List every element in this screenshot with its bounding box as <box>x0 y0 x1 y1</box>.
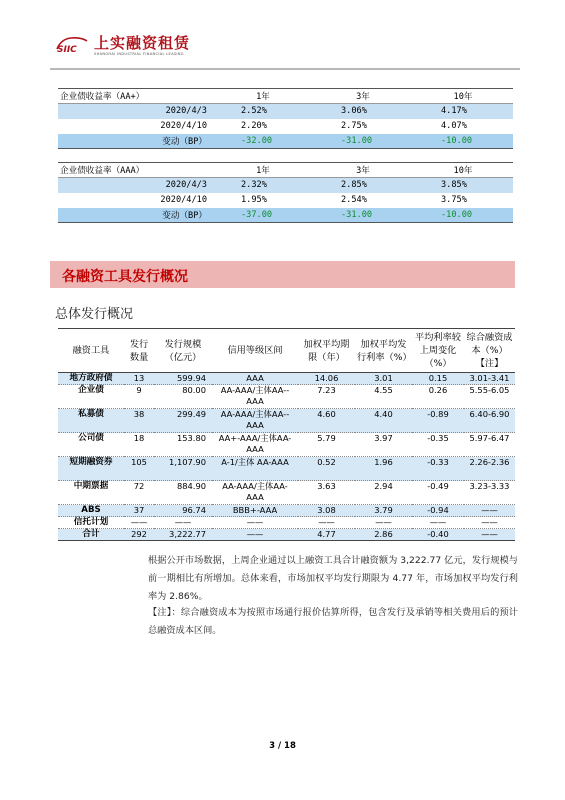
cell: -31.00 <box>313 134 413 149</box>
cell: —— <box>464 505 515 517</box>
cell-name: 短期融资券 <box>58 457 124 481</box>
table-row-change <box>58 208 513 223</box>
cell: 3.23-3.33 <box>464 481 515 505</box>
cell: —— <box>355 517 412 529</box>
section-title: 各融资工具发行概况 <box>62 269 188 285</box>
cell-name: 企业债 <box>58 385 124 409</box>
cell: -0.35 <box>412 433 464 457</box>
table-row <box>58 104 513 119</box>
cell: -37.00 <box>213 208 313 223</box>
cell: 2.75% <box>341 121 367 131</box>
table-row <box>58 385 515 409</box>
cell: 4.07% <box>441 121 467 131</box>
cell: AA-AAA/主体AA-AAA <box>212 481 298 505</box>
cell: 37 <box>124 505 154 517</box>
cell: 0.52 <box>298 457 355 481</box>
cell: 3,222.77 <box>154 529 212 541</box>
cell: 105 <box>124 457 154 481</box>
cell: AAA <box>212 373 298 385</box>
cell: -32.00 <box>213 134 313 149</box>
cell-name: 合计 <box>58 529 124 541</box>
cell: 7.23 <box>298 385 355 409</box>
cell: —— <box>298 517 355 529</box>
cell: —— <box>464 517 515 529</box>
cell: 14.06 <box>298 373 355 385</box>
table-row-change <box>58 134 513 149</box>
row-label: 2020/4/10 <box>160 195 207 205</box>
cell-name: 信托计划 <box>58 517 124 529</box>
page-header <box>0 0 565 75</box>
cell: —— <box>464 529 515 541</box>
cell: 2.20% <box>241 121 267 131</box>
col-header: 10年 <box>413 89 513 104</box>
cell: BBB+-AAA <box>212 505 298 517</box>
col-header: 加权平均期限（年） <box>298 329 355 373</box>
cell: 2.52% <box>213 104 313 119</box>
cell: 884.90 <box>154 481 212 505</box>
cell: A-1/主体 AA-AAA <box>212 457 298 481</box>
row-label: 变动（BP） <box>58 208 213 223</box>
cell-name: ABS <box>58 505 124 517</box>
cell: 4.55 <box>355 385 412 409</box>
cell: AA+-AAA/主体AA-AAA <box>212 433 298 457</box>
col-header: 1年 <box>213 89 313 104</box>
col-header: 融资工具 <box>58 329 124 373</box>
issuance-table <box>58 328 515 541</box>
cell: 4.17% <box>413 104 513 119</box>
cell: 5.97-6.47 <box>464 433 515 457</box>
cell: 72 <box>124 481 154 505</box>
cell: 4.77 <box>298 529 355 541</box>
cell: 3.97 <box>355 433 412 457</box>
cell: 96.74 <box>154 505 212 517</box>
table-row <box>58 505 515 517</box>
cell: -0.49 <box>412 481 464 505</box>
row-label: 2020/4/3 <box>58 104 213 119</box>
table-header-row <box>58 329 515 373</box>
col-header: 发行规模（亿元） <box>154 329 212 373</box>
row-label: 2020/4/3 <box>58 178 213 193</box>
company-logo <box>55 35 190 57</box>
cell-name: 中期票据 <box>58 481 124 505</box>
table-row <box>58 409 515 433</box>
table-row <box>58 193 513 208</box>
cell: -0.94 <box>412 505 464 517</box>
table-row-total <box>58 529 515 541</box>
svg-text:SIIC: SIIC <box>57 45 77 55</box>
summary-paragraph: 根据公开市场数据，上周企业通过以上融资工具合计融资额为 3,222.77 亿元，发行规模与前一期相比有所增加。总体来看，市场加权平均发行期限为 4.77 年，市场加权平均发行利率为 2.86%。 <box>148 555 518 602</box>
cell: 2.32% <box>213 178 313 193</box>
cell: 2.85% <box>313 178 413 193</box>
col-header: 平均利率较上周变化（%） <box>412 329 464 373</box>
cell: 1.95% <box>241 195 267 205</box>
cell-name: 私募债 <box>58 409 124 433</box>
cell: 80.00 <box>154 385 212 409</box>
col-header: 综合融资成本（%）【注】 <box>464 329 515 373</box>
cell: 2.54% <box>341 195 367 205</box>
cell: 5.79 <box>298 433 355 457</box>
cell: 3.06% <box>313 104 413 119</box>
col-header: 信用等级区间 <box>212 329 298 373</box>
cell: -10.00 <box>413 134 513 149</box>
cell: 3.79 <box>355 505 412 517</box>
cell: —— <box>124 517 154 529</box>
cell: 6.40-6.90 <box>464 409 515 433</box>
table-row <box>58 119 513 134</box>
cell: -0.33 <box>412 457 464 481</box>
table-row <box>58 481 515 505</box>
cell: 2.26-2.36 <box>464 457 515 481</box>
cell: 2.94 <box>355 481 412 505</box>
yield-table-aaa <box>58 162 513 223</box>
table-row <box>58 373 515 385</box>
col-header: 发行数量 <box>124 329 154 373</box>
cell: -0.89 <box>412 409 464 433</box>
cell-name: 公司债 <box>58 433 124 457</box>
cell: 3.75% <box>441 195 467 205</box>
cell: 292 <box>124 529 154 541</box>
cell: 1,107.90 <box>154 457 212 481</box>
cell: -10.00 <box>413 208 513 223</box>
cell: 1.96 <box>355 457 412 481</box>
company-name-cn: 上实融资租赁 <box>94 34 191 52</box>
cell: 38 <box>124 409 154 433</box>
row-label: 变动（BP） <box>58 134 213 149</box>
cell: 0.15 <box>412 373 464 385</box>
table-title: 企业债收益率（AA+） <box>58 89 213 104</box>
cell: 3.85% <box>413 178 513 193</box>
row-label: 2020/4/10 <box>160 121 207 131</box>
cell: 153.80 <box>154 433 212 457</box>
table-header-row <box>58 89 513 104</box>
cell: 4.40 <box>355 409 412 433</box>
col-header: 3年 <box>313 163 413 178</box>
table-row <box>58 433 515 457</box>
cell: 5.55-6.05 <box>464 385 515 409</box>
cell: —— <box>212 529 298 541</box>
cell: 299.49 <box>154 409 212 433</box>
col-header: 10年 <box>413 163 513 178</box>
cell: —— <box>212 517 298 529</box>
page-number: 3 / 18 <box>269 741 296 751</box>
cell: 0.26 <box>412 385 464 409</box>
cell: 2.86 <box>355 529 412 541</box>
cell: 13 <box>124 373 154 385</box>
cell: 599.94 <box>154 373 212 385</box>
subsection-title: 总体发行概况 <box>55 307 134 322</box>
siic-logo-mark <box>55 35 89 55</box>
cell: 3.01-3.41 <box>464 373 515 385</box>
col-header: 加权平均发行利率（%） <box>355 329 412 373</box>
cell: 4.60 <box>298 409 355 433</box>
cell: -0.40 <box>412 529 464 541</box>
cell: -31.00 <box>313 208 413 223</box>
cell: 9 <box>124 385 154 409</box>
yield-table-aa-plus <box>58 88 513 149</box>
cell: —— <box>154 517 212 529</box>
cell: AA-AAA/主体AA--AAA <box>212 409 298 433</box>
table-title: 企业债收益率（AAA） <box>58 163 213 178</box>
col-header: 3年 <box>313 89 413 104</box>
note-paragraph: 【注】：综合融资成本为按照市场通行报价估算所得，包含发行及承销等相关费用后的预计总融资成本区间。 <box>148 607 518 636</box>
cell: 3.01 <box>355 373 412 385</box>
table-header-row <box>58 163 513 178</box>
header-divider <box>50 68 520 70</box>
cell: AA-AAA/主体AA--AAA <box>212 385 298 409</box>
table-row <box>58 517 515 529</box>
table-row <box>58 178 513 193</box>
col-header: 1年 <box>213 163 313 178</box>
cell: 3.63 <box>298 481 355 505</box>
table-row <box>58 457 515 481</box>
cell: —— <box>412 517 464 529</box>
cell: 18 <box>124 433 154 457</box>
company-name-en: SHANGHAI INDUSTRIAL FINANCIAL LEASING <box>94 52 184 56</box>
cell: 3.08 <box>298 505 355 517</box>
cell-name: 地方政府债 <box>58 373 124 385</box>
